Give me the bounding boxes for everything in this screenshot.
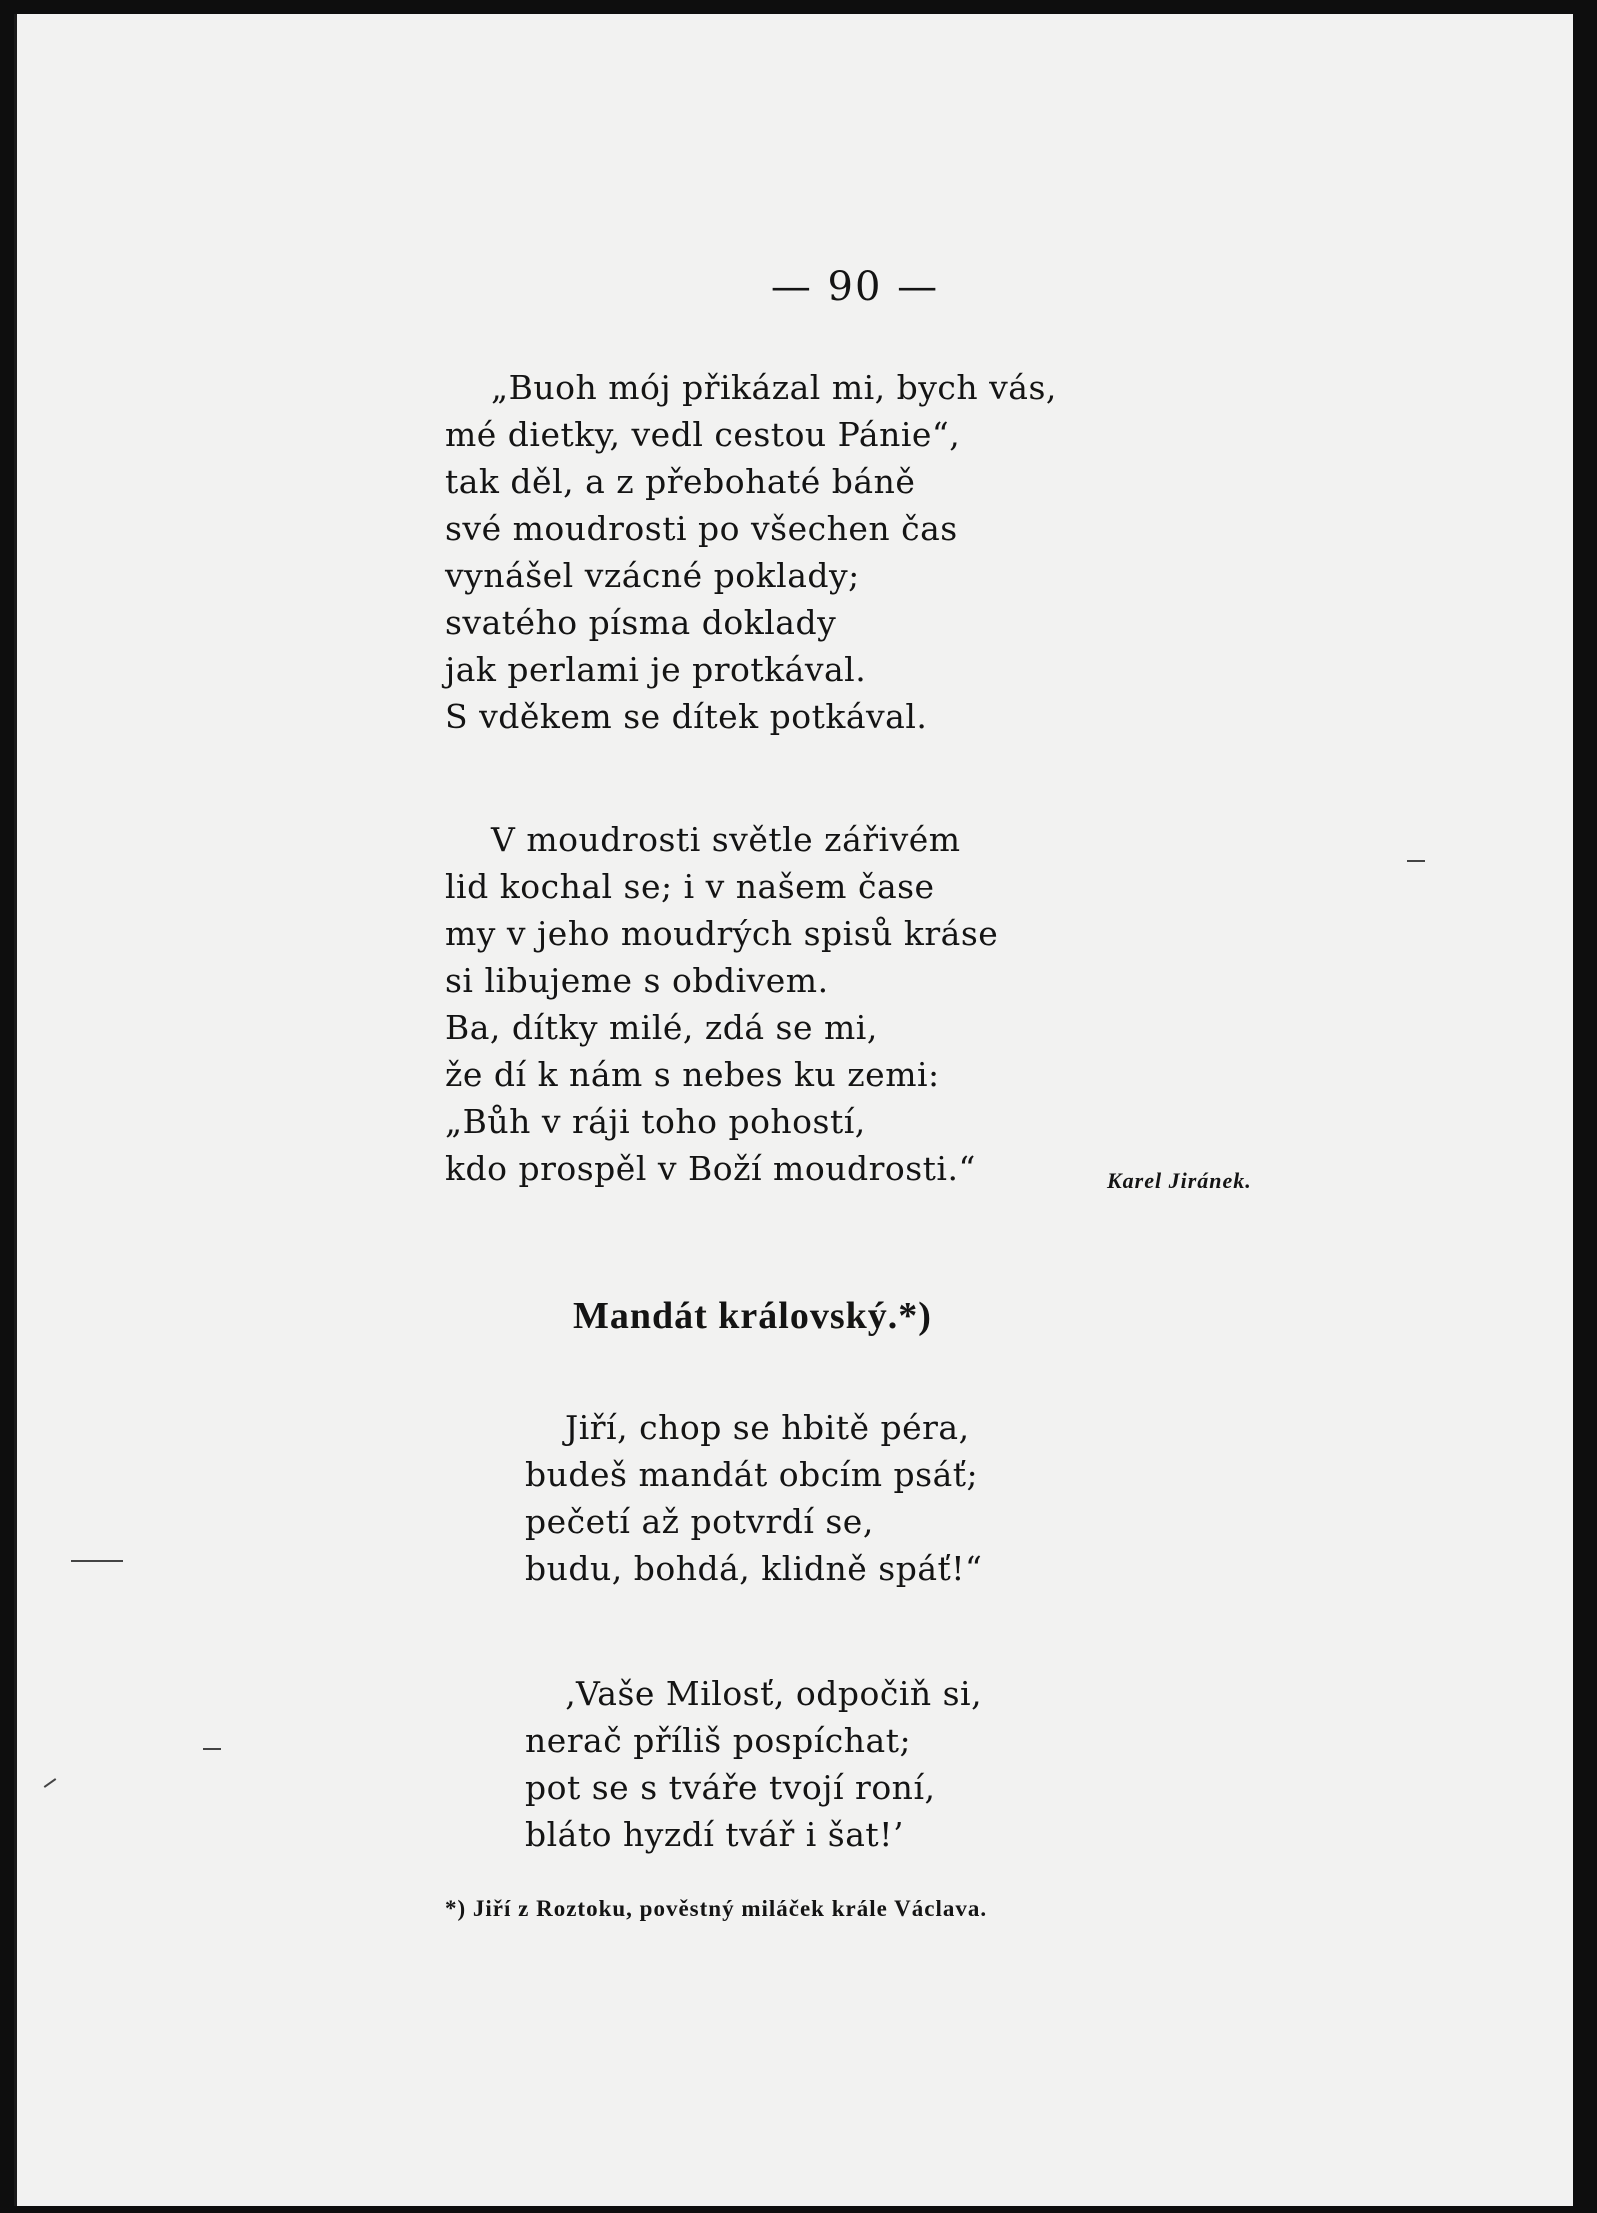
verse-line: nerač příliš pospíchat; [525,1721,912,1760]
verse-line: lid kochal se; i v našem čase [445,867,935,906]
verse-line: bláto hyzdí tvář i šat!’ [525,1815,904,1854]
verse-line: „Bůh v ráji toho pohostí, [445,1102,866,1141]
verse-line: své moudrosti po všechen čas [445,509,958,548]
verse-line: vynášel vzácné poklady; [445,556,860,595]
verse-line: Jiří, chop se hbitě péra, [565,1408,970,1447]
page-number: — 90 — [770,264,940,310]
verse-line: svatého písma doklady [445,603,837,642]
verse-line: kdo prospěl v Boží moudrosti.“ [445,1149,976,1188]
verse-line: pečetí až potvrdí se, [525,1502,874,1541]
verse-line: pot se s tváře tvojí roní, [525,1768,936,1807]
verse-line: budeš mandát obcím psáť; [525,1455,979,1494]
poem-2-stanza-2 [525,1670,982,1858]
verse-line: V moudrosti světle zářivém [491,820,961,859]
verse-line: ‚Vaše Milosť, odpočiň si, [565,1674,983,1713]
verse-line: tak děl, a z přebohaté báně [445,462,916,501]
verse-line: že dí k nám s nebes ku zemi: [445,1055,940,1094]
verse-line: mé dietky, vedl cestou Pánie“, [445,415,961,454]
poem-title: Mandát královský.*) [573,1295,932,1337]
scan-mark [203,1748,221,1750]
verse-line: jak perlami je protkával. [445,650,867,689]
verse-line: my v jeho moudrých spisů kráse [445,914,999,953]
author-signature: Karel Jiránek. [1107,1168,1252,1193]
footnote: *) Jiří z Roztoku, pověstný miláček krále Václava. [445,1896,988,1921]
verse-line: si libujeme s obdivem. [445,961,829,1000]
scan-mark [71,1560,123,1562]
poem-1-stanza-1 [445,364,1057,740]
verse-line: budu, bohdá, klidně spáť!“ [525,1549,983,1588]
scan-mark [1407,860,1425,862]
poem-1-stanza-2 [445,816,998,1192]
verse-line: S vděkem se dítek potkával. [445,697,928,736]
scan-mark [44,1778,57,1788]
verse-line: „Buoh mój přikázal mi, bych vás, [491,368,1057,407]
book-page [14,14,1573,2206]
poem-2-stanza-1 [525,1404,982,1592]
verse-line: Ba, dítky milé, zdá se mi, [445,1008,878,1047]
